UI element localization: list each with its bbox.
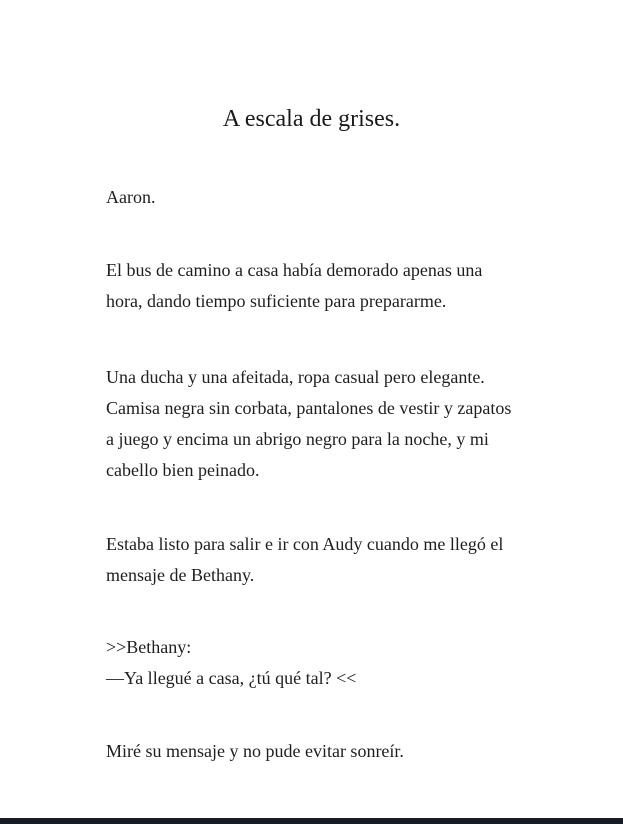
text-line: mensaje de Bethany. xyxy=(106,565,255,585)
document-title: A escala de grises. xyxy=(222,106,401,132)
text-line: Camisa negra sin corbata, pantalones de vestir y zapatos xyxy=(106,398,512,418)
text-line: —Ya llegué a casa, ¿tú qué tal? << xyxy=(106,668,357,688)
text-line: Aaron. xyxy=(106,187,156,207)
paragraph-aaron xyxy=(106,182,543,213)
text-line: Una ducha y una afeitada, ropa casual pero elegante. xyxy=(106,367,485,387)
paragraph-ducha xyxy=(106,362,543,486)
text-line: a juego y encima un abrigo negro para la noche, y mi xyxy=(106,429,489,449)
paragraph-bus xyxy=(106,255,543,317)
paragraph-estaba xyxy=(106,529,543,591)
text-line: Miré su mensaje y no pude evitar sonreír. xyxy=(106,741,404,761)
text-line: cabello bien peinado. xyxy=(106,460,260,480)
text-line: Estaba listo para salir e ir con Audy cuando me llegó el xyxy=(106,534,504,554)
text-line: >>Bethany: xyxy=(106,637,192,657)
window-bottom-edge-bar xyxy=(0,818,623,824)
text-line: hora, dando tiempo suficiente para prepararme. xyxy=(106,291,447,311)
text-line: El bus de camino a casa había demorado apenas una xyxy=(106,260,483,280)
paragraph-mire xyxy=(106,736,543,767)
paragraph-bethany-message xyxy=(106,632,543,694)
